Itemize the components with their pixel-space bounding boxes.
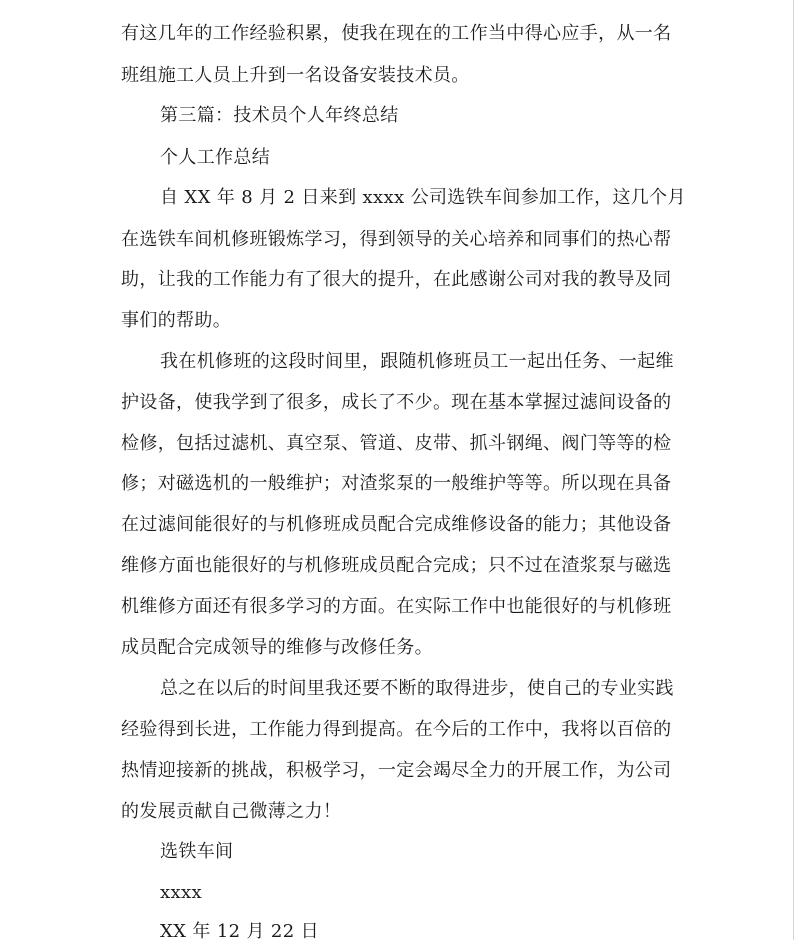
- text-line: 成员配合完成领导的维修与改修任务。: [121, 637, 433, 658]
- text-line: 在选铁车间机修班锻炼学习，得到领导的关心培养和同事们的热心帮: [121, 229, 672, 250]
- text-line: 修；对磁选机的一般维护；对渣浆泵的一般维护等等。所以现在具备: [121, 473, 672, 494]
- page-edge-divider: [793, 0, 794, 940]
- text-line: 助，让我的工作能力有了很大的提升，在此感谢公司对我的教导及同: [121, 269, 672, 290]
- text-line: 护设备，使我学到了很多，成长了不少。现在基本掌握过滤间设备的: [121, 392, 672, 413]
- signature-company: xxxx: [160, 882, 203, 903]
- text-line: 总之在以后的时间里我还要不断的取得进步，使自己的专业实践: [160, 678, 674, 699]
- text-line: 在过滤间能很好的与机修班成员配合完成维修设备的能力；其他设备: [121, 514, 672, 535]
- signature-date: XX 年 12 月 22 日: [160, 921, 319, 942]
- text-line: 检修，包括过滤机、真空泵、管道、皮带、抓斗钢绳、阀门等等的检: [121, 433, 672, 454]
- text-line: 维修方面也能很好的与机修班成员配合完成；只不过在渣浆泵与磁选: [121, 555, 672, 576]
- text-line: 的发展贡献自己微薄之力！: [121, 801, 342, 822]
- text-line: 经验得到长进，工作能力得到提高。在今后的工作中，我将以百倍的: [121, 719, 672, 740]
- section-heading: 第三篇：技术员个人年终总结: [160, 105, 399, 126]
- text-line: 机维修方面还有很多学习的方面。在实际工作中也能很好的与机修班: [121, 596, 672, 617]
- text-line: 班组施工人员上升到一名设备安装技术员。: [121, 65, 470, 86]
- subheading: 个人工作总结: [160, 147, 271, 168]
- text-line: 自 XX 年 8 月 2 日来到 xxxx 公司选铁车间参加工作，这几个月: [160, 187, 686, 208]
- text-line: 事们的帮助。: [121, 310, 232, 331]
- text-line: 热情迎接新的挑战，积极学习，一定会竭尽全力的开展工作，为公司: [121, 760, 672, 781]
- text-line: 我在机修班的这段时间里，跟随机修班员工一起出任务、一起维: [160, 351, 674, 372]
- text-line: 有这几年的工作经验积累，使我在现在的工作当中得心应手，从一名: [121, 23, 672, 44]
- signature-department: 选铁车间: [160, 841, 234, 862]
